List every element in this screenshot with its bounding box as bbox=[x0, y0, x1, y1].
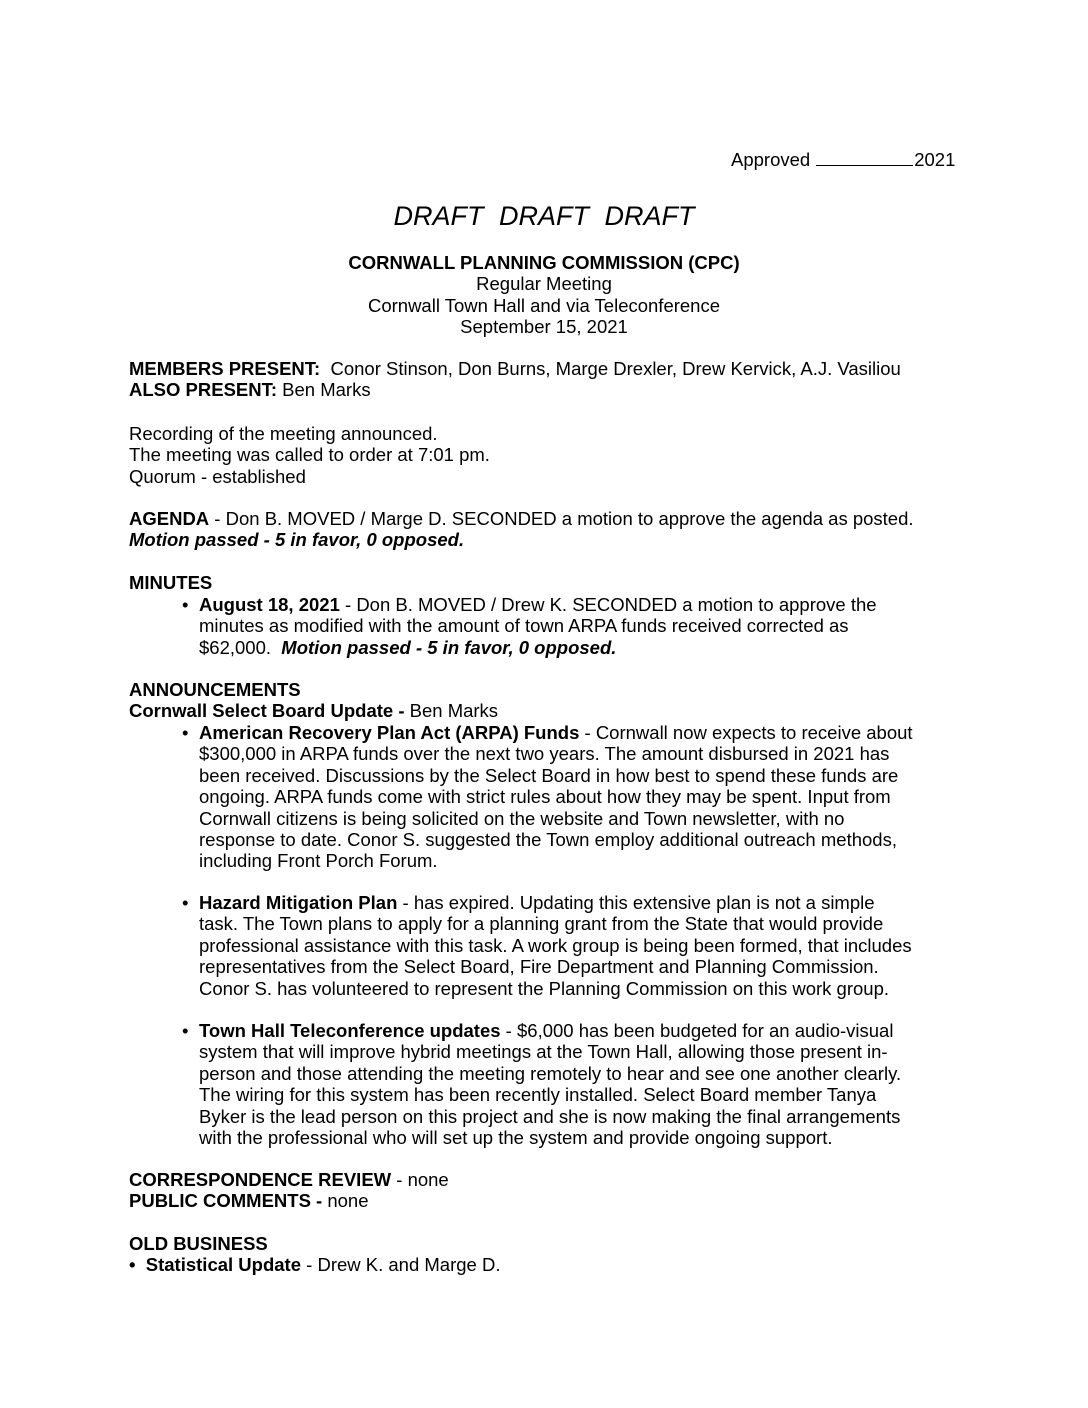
announcement-text: ongoing. ARPA funds come with strict rules about how they may be spent. Input from bbox=[199, 786, 891, 808]
opening-line: Quorum - established bbox=[129, 465, 306, 487]
agenda-section bbox=[129, 508, 969, 551]
select-board-update-person: Ben Marks bbox=[409, 700, 499, 722]
correspondence-label: CORRESPONDENCE REVIEW bbox=[129, 1169, 392, 1190]
minutes-heading-block bbox=[129, 572, 969, 593]
announcement-text: with the professional who will set up the system and provide ongoing support. bbox=[199, 1127, 833, 1149]
announcement-title: American Recovery Plan Act (ARPA) Funds bbox=[199, 722, 580, 743]
minutes-item-title: August 18, 2021 bbox=[199, 594, 340, 615]
approval-line bbox=[731, 148, 955, 170]
document-title: CORNWALL PLANNING COMMISSION (CPC) bbox=[348, 252, 740, 273]
announcement-text: - $6,000 has been budgeted for an audio-visual bbox=[500, 1020, 894, 1041]
approved-year: 2021 bbox=[914, 149, 956, 170]
meeting-location: Cornwall Town Hall and via Teleconference bbox=[367, 294, 721, 316]
announcement-text: - has expired. Updating this extensive plan is not a simple bbox=[397, 892, 875, 913]
announcement-text: Conor S. has volunteered to represent the Planning Commission on this work group. bbox=[199, 977, 890, 999]
meeting-date: September 15, 2021 bbox=[460, 316, 628, 338]
announcement-text: been received. Discussions by the Select Board in how best to spend these funds are bbox=[199, 764, 899, 786]
announcement-text: Cornwall citizens is being solicited on the website and Town newsletter, with no bbox=[199, 807, 845, 829]
minutes-item bbox=[182, 594, 962, 658]
announcement-text: response to date. Conor S. suggested the Town employ additional outreach methods, bbox=[199, 829, 897, 851]
members-present-label: MEMBERS PRESENT: bbox=[129, 358, 321, 379]
draft-word: DRAFT bbox=[499, 201, 589, 231]
members-present-list: Conor Stinson, Don Burns, Marge Drexler, Drew Kervick, A.J. Vasiliou bbox=[330, 358, 901, 379]
attendance-section bbox=[129, 358, 969, 401]
also-present-label: ALSO PRESENT: bbox=[129, 379, 278, 401]
announcement-item bbox=[182, 1020, 962, 1148]
correspondence-section bbox=[129, 1169, 969, 1212]
announcement-text: task. The Town plans to apply for a planning grant from the State that would provide bbox=[199, 913, 884, 935]
minutes-item-text: minutes as modified with the amount of town ARPA funds received corrected as bbox=[199, 615, 849, 637]
document-header bbox=[0, 252, 1088, 338]
old-business-section bbox=[129, 1233, 969, 1276]
agenda-label: AGENDA bbox=[129, 508, 210, 529]
bullet-icon: • bbox=[182, 594, 189, 615]
announcement-text: - Cornwall now expects to receive about bbox=[579, 722, 913, 743]
opening-line: The meeting was called to order at 7:01 pm. bbox=[129, 444, 490, 466]
announcement-text: system that will improve hybrid meetings at the Town Hall, allowing those present in- bbox=[199, 1041, 888, 1063]
draft-word: DRAFT bbox=[604, 201, 695, 231]
announcement-text: including Front Porch Forum. bbox=[199, 850, 438, 872]
announcement-item bbox=[182, 722, 962, 872]
bullet-icon: • bbox=[182, 1020, 189, 1041]
announcement-title: Hazard Mitigation Plan bbox=[199, 892, 398, 913]
minutes-item-text: - Don B. MOVED / Drew K. SECONDED a motion to approve the bbox=[339, 594, 877, 615]
announcement-item bbox=[182, 892, 962, 999]
announcement-text: Byker is the lead person on this project and she is now making the final arrangements bbox=[199, 1105, 901, 1127]
announcement-text: representatives from the Select Board, Fire Department and Planning Commission. bbox=[199, 956, 879, 978]
approval-date-blank bbox=[816, 148, 913, 166]
announcement-text: person and those attending the meeting remotely to hear and see one another clearly. bbox=[199, 1062, 902, 1084]
old-business-item-text: - Drew K. and Marge D. bbox=[301, 1254, 501, 1276]
old-business-label: OLD BUSINESS bbox=[129, 1233, 268, 1254]
also-present-list: Ben Marks bbox=[282, 379, 371, 401]
bullet-icon: • bbox=[129, 1254, 136, 1276]
public-comments-label: PUBLIC COMMENTS - bbox=[129, 1190, 328, 1212]
bullet-icon: • bbox=[182, 722, 189, 743]
meeting-type: Regular Meeting bbox=[476, 273, 612, 295]
announcement-title: Town Hall Teleconference updates bbox=[199, 1020, 501, 1041]
opening-line: Recording of the meeting announced. bbox=[129, 423, 438, 444]
correspondence-text: - none bbox=[391, 1169, 449, 1190]
minutes-result: Motion passed - 5 in favor, 0 opposed. bbox=[281, 636, 617, 658]
agenda-result: Motion passed - 5 in favor, 0 opposed. bbox=[129, 529, 465, 551]
announcements-heading-block bbox=[129, 679, 969, 722]
public-comments-text: none bbox=[327, 1190, 369, 1212]
draft-word: DRAFT bbox=[393, 201, 484, 231]
agenda-motion: - Don B. MOVED / Marge D. SECONDED a motion to approve the agenda as posted. bbox=[209, 508, 914, 529]
announcement-text: professional assistance with this task. A work group is being been formed, that includes bbox=[199, 934, 912, 956]
bullet-icon: • bbox=[182, 892, 189, 913]
minutes-label: MINUTES bbox=[129, 572, 213, 593]
select-board-update-label: Cornwall Select Board Update - bbox=[129, 700, 410, 722]
approved-label: Approved bbox=[731, 149, 811, 170]
draft-banner bbox=[0, 200, 1088, 232]
old-business-item-title: Statistical Update bbox=[145, 1254, 302, 1276]
opening-section bbox=[129, 423, 969, 487]
announcements-label: ANNOUNCEMENTS bbox=[129, 679, 301, 700]
minutes-item-text: $62,000. bbox=[199, 636, 272, 658]
announcement-text: The wiring for this system has been recently installed. Select Board member Tanya bbox=[199, 1084, 877, 1106]
announcement-text: $300,000 in ARPA funds over the next two years. The amount disbursed in 2021 has bbox=[199, 743, 890, 765]
